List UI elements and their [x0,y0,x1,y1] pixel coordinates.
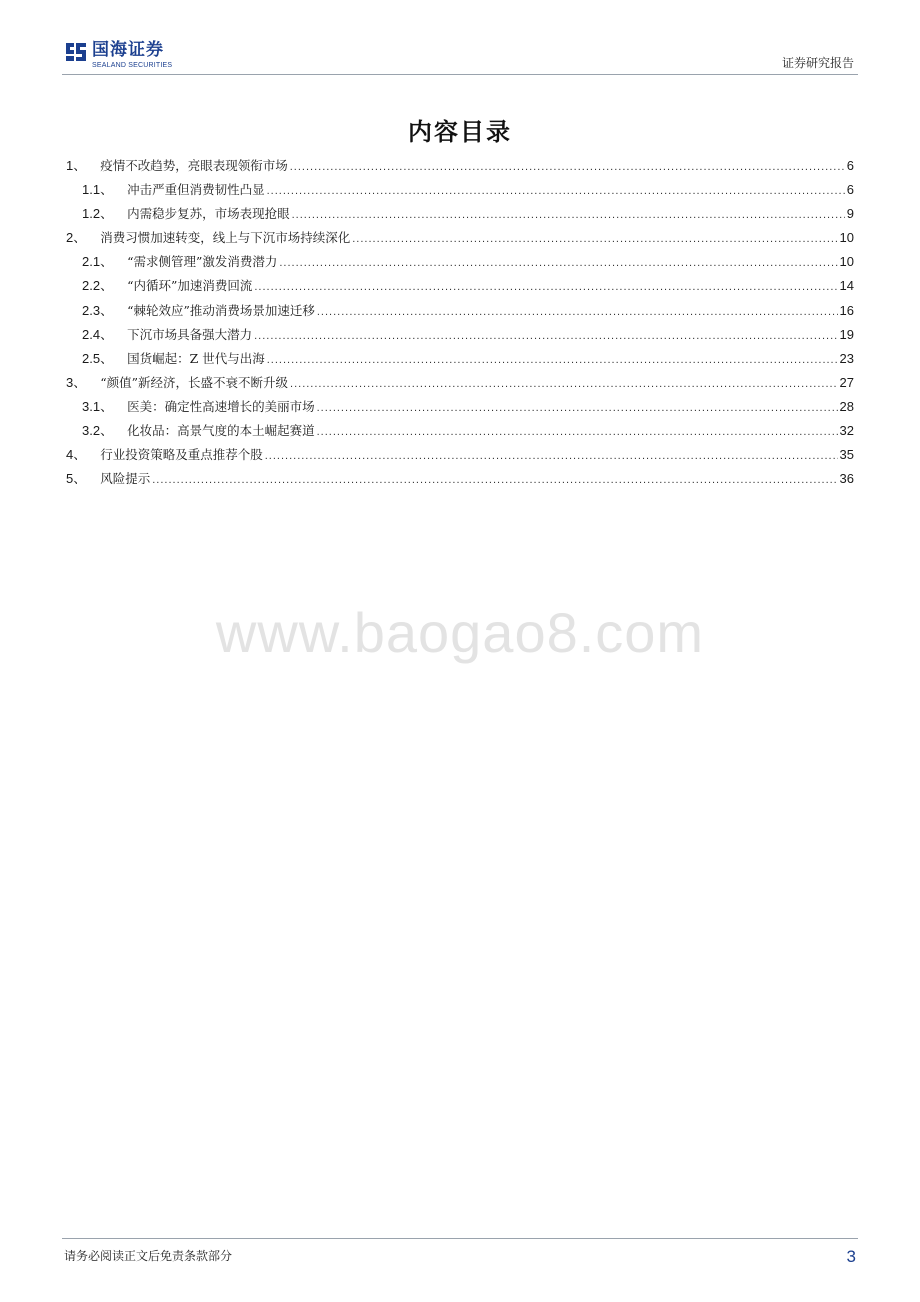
toc-entry[interactable] [66,276,854,300]
toc-entry[interactable] [66,156,854,180]
toc-entry[interactable] [66,228,854,252]
toc-entry[interactable] [66,421,854,445]
toc-entry-page: 16 [839,302,854,318]
toc-entry-page: 14 [839,278,854,294]
toc-entry-number: 2.4、 [82,326,114,342]
toc-entry-number: 2.1、 [82,254,114,270]
watermark: www.baogao8.com [215,601,705,664]
toc-entry-title: 风险提示 [100,471,151,487]
page-footer [62,1238,858,1275]
toc-entry-number: 2.2、 [82,278,114,294]
toc-entry-title: 行业投资策略及重点推荐个股 [100,447,263,463]
toc-entry-number: 1.1、 [82,182,114,198]
toc-entry-title: 化妆品：高景气度的本土崛起赛道 [127,423,315,439]
toc-entry-title: 消费习惯加速转变，线上与下沉市场持续深化 [100,230,351,246]
toc-entry[interactable] [66,301,854,325]
toc-entry-title: 下沉市场具备强大潜力 [127,326,253,342]
toc-entry[interactable] [66,204,854,228]
toc-entry-page: 28 [839,398,854,414]
toc-entry-number: 3、 [66,374,87,390]
toc-dot-leader [290,157,845,177]
toc-entry-number: 1、 [66,158,87,173]
toc-entry-title: “颜值”新经济，长盛不衰不断升级 [100,374,289,390]
toc-dot-leader [290,374,838,394]
page-number: 3 [846,1247,856,1266]
toc-entry-number: 3.2、 [82,423,114,439]
toc-dot-leader [265,446,838,466]
toc-entry-title: 疫情不改趋势，亮眼表现领衔市场 [100,158,288,173]
logo-english-name: SEALAND SECURITIES [92,62,173,69]
toc-dot-leader [317,302,838,322]
toc-entry-title: 国货崛起：Z 世代与出海 [127,350,265,366]
toc-entry[interactable] [66,469,854,493]
logo-chinese-name: 国海证券 [92,40,164,60]
toc-entry[interactable] [66,373,854,397]
toc-entry[interactable] [66,180,854,204]
toc-entry[interactable] [66,349,854,373]
toc-entry-number: 2.3、 [82,302,114,318]
toc-entry[interactable] [66,252,854,276]
toc-entry-page: 6 [846,158,854,173]
toc-entry-page: 27 [839,374,854,390]
toc-entry-title: 内需稳步复苏，市场表现抢眼 [127,206,290,222]
toc-entry-number: 1.2、 [82,206,114,222]
toc-entry[interactable] [66,325,854,349]
toc-dot-leader [152,470,837,490]
toc-entry-page: 23 [839,350,854,366]
report-type-label: 证券研究报告 [781,56,854,70]
toc-entry-page: 6 [846,182,854,198]
sealand-logo-icon [64,40,88,64]
toc-entry-title: 医美：确定性高速增长的美丽市场 [127,398,315,414]
toc-title: 内容目录 [408,118,512,146]
toc-dot-leader [254,277,837,297]
toc-entry-number: 5、 [66,471,87,487]
toc-entry-title: “内循环”加速消费回流 [127,278,253,294]
toc-entry-number: 2、 [66,230,87,246]
toc-dot-leader [254,326,837,346]
toc-entry-page: 19 [839,326,854,342]
toc-dot-leader [267,350,838,370]
toc-dot-leader [352,229,837,249]
toc-dot-leader [292,205,845,225]
toc-entry-number: 2.5、 [82,350,114,366]
toc-entry-page: 10 [839,230,854,246]
company-logo [64,40,172,69]
disclaimer-text: 请务必阅读正文后免责条款部分 [64,1249,233,1263]
toc-entry-number: 3.1、 [82,398,114,414]
toc-entry-number: 4、 [66,447,87,463]
toc-dot-leader [317,422,838,442]
toc-entry-page: 36 [839,471,854,487]
toc-dot-leader [267,181,845,201]
toc-entry-page: 32 [839,423,854,439]
toc-entry-page: 9 [846,206,854,222]
toc-entry-page: 10 [839,254,854,270]
toc-entry-title: 冲击严重但消费韧性凸显 [127,182,265,198]
table-of-contents [66,156,854,493]
toc-entry-page: 35 [839,447,854,463]
toc-dot-leader [279,253,837,273]
toc-entry[interactable] [66,397,854,421]
toc-entry-title: “需求侧管理”激发消费潜力 [127,254,278,270]
toc-entry-title: “棘轮效应”推动消费场景加速迁移 [127,302,315,318]
page-header [62,40,858,75]
toc-dot-leader [317,398,838,418]
toc-entry[interactable] [66,445,854,469]
